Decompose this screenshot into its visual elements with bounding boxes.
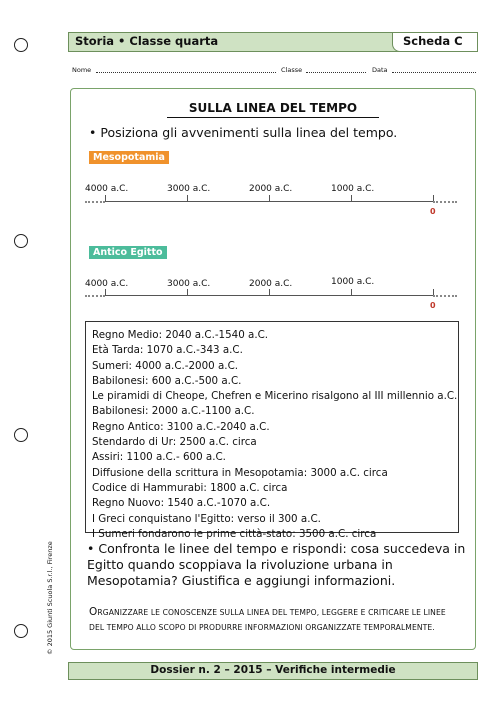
footer-label: Dossier n. 2 – 2015 – Verifiche intermedie: [150, 664, 396, 676]
timeline-tick: [105, 195, 106, 201]
mesopotamia-timeline[interactable]: [105, 201, 433, 202]
timeline-label: 3000 a.C.: [167, 184, 211, 194]
event-item: Assiri: 1100 a.C.- 600 a.C.: [92, 451, 226, 464]
timeline-tick: [269, 195, 270, 201]
timeline-tick: [351, 289, 352, 295]
sheet-label: Scheda C: [403, 34, 463, 48]
timeline-tick: [269, 289, 270, 295]
event-item: I Sumeri fondarono le prime città-stato: 3500 a.C. circa: [92, 527, 377, 540]
event-item: Babilonesi: 2000 a.C.-1100 a.C.: [92, 405, 255, 418]
timeline-tick: [187, 195, 188, 201]
timeline-tick: [351, 195, 352, 201]
timeline-label: 3000 a.C.: [167, 279, 211, 289]
timeline-label: 1000 a.C.: [331, 184, 375, 194]
binder-hole: [14, 234, 28, 248]
timeline-label: 1000 a.C.: [331, 277, 375, 287]
timeline-dots-left: [85, 201, 105, 203]
date-field[interactable]: [392, 72, 476, 73]
event-item: Babilonesi: 600 a.C.-500 a.C.: [92, 374, 242, 387]
timeline-dots-right: [433, 201, 457, 203]
objective-initial: O: [89, 606, 98, 618]
event-item: Codice di Hammurabi: 1800 a.C. circa: [92, 481, 288, 494]
timeline-dots-right: [433, 295, 457, 297]
binder-hole: [14, 38, 28, 52]
zero-label: 0: [430, 207, 436, 216]
binder-hole: [14, 428, 28, 442]
class-label: Classe: [281, 66, 303, 74]
name-label: Nome: [72, 66, 92, 74]
events-list: [86, 322, 458, 542]
timeline-dots-left: [85, 295, 105, 297]
class-field[interactable]: [306, 72, 366, 73]
binder-hole: [14, 624, 28, 638]
event-item: Sumeri: 4000 a.C.-2000 a.C.: [92, 359, 239, 372]
event-item: Età Tarda: 1070 a.C.-343 a.C.: [92, 344, 243, 357]
timeline-label: 4000 a.C.: [85, 279, 129, 289]
event-item: Regno Antico: 3100 a.C.-2040 a.C.: [92, 420, 270, 433]
worksheet-title: SULLA LINEA DEL TEMPO: [188, 101, 358, 115]
event-item: Diffusione della scrittura in Mesopotamia: 3000 a.C. circa: [92, 466, 388, 479]
timeline-label: 2000 a.C.: [249, 279, 293, 289]
egypt-tag: Antico Egitto: [89, 246, 167, 259]
instruction-timeline: • Posiziona gli avvenimenti sulla linea del tempo.: [89, 125, 398, 140]
timeline-label: 4000 a.C.: [85, 184, 129, 194]
timeline-tick: [187, 289, 188, 295]
copyright-note: © 2015 Giunti Scuola S.r.l., Firenze: [46, 541, 54, 655]
zero-label: 0: [430, 301, 436, 310]
timeline-label: 2000 a.C.: [249, 184, 293, 194]
egypt-timeline[interactable]: [105, 295, 433, 296]
timeline-tick: [105, 289, 106, 295]
date-label: Data: [372, 66, 388, 74]
objective-text: RGANIZZARE LE CONOSCENZE SULLA LINEA DEL TEMPO, LEGGERE E CRITICARE LE LINEE DEL TEMPO ALLO SCOPO DI PRODURRE INFORMAZIONI ORGANIZZATE TEMPORALMENTE.: [89, 608, 446, 632]
subject-label: Storia • Classe quarta: [75, 34, 219, 48]
learning-objective: [89, 605, 461, 635]
sheet-badge: [392, 32, 478, 52]
event-item: I Greci conquistano l'Egitto: verso il 300 a.C.: [92, 512, 321, 525]
timeline-tick: [433, 289, 434, 295]
name-field[interactable]: [96, 72, 276, 73]
event-item: Regno Medio: 2040 a.C.-1540 a.C.: [92, 329, 269, 341]
title-underline: [167, 117, 379, 118]
mesopotamia-tag: Mesopotamia: [89, 151, 169, 164]
events-box: [85, 321, 459, 540]
event-item: Regno Nuovo: 1540 a.C.-1070 a.C.: [92, 497, 271, 510]
question-compare: • Confronta le linee del tempo e rispondi: cosa succedeva in Egitto quando scoppiava la rivoluzione urbana in Mesopotamia? Giustifica e aggiungi informazioni.: [87, 541, 466, 588]
event-item: Stendardo di Ur: 2500 a.C. circa: [92, 436, 257, 449]
header-bar: [68, 32, 478, 52]
timeline-tick: [433, 195, 434, 201]
event-item: Le piramidi di Cheope, Chefren e Micerino risalgono al III millennio a.C.: [92, 390, 458, 403]
footer-bar: [68, 662, 478, 680]
worksheet-card: [70, 88, 476, 650]
